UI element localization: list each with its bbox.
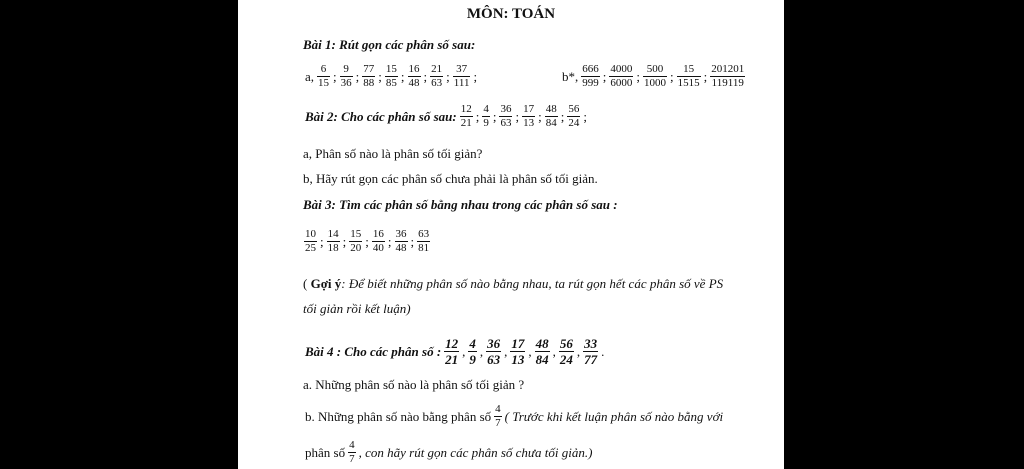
separator: ; [355,68,360,84]
denominator: 81 [418,242,430,254]
separator: ; [560,108,565,124]
numerator: 16 [372,228,384,240]
denominator: 88 [363,77,375,89]
numerator: 56 [559,336,573,351]
fraction [408,64,421,89]
numerator: 6 [317,64,330,77]
numerator: 4000 [610,63,633,75]
separator: ; [492,108,497,124]
separator: ; [475,108,480,124]
denominator: 111 [453,77,470,89]
separator: , [528,343,532,359]
denominator: 84 [535,352,549,367]
document-page [238,0,784,469]
bai4-heading: Bài 4 : Cho các phân số : [305,343,442,359]
fraction [677,64,701,89]
fraction [486,337,501,366]
fraction [340,64,353,89]
numerator: 63 [418,228,430,240]
fraction [559,337,574,366]
bai4-line [303,337,606,366]
bai4-b-fraction [493,403,503,429]
fraction [482,104,490,129]
numerator: 37 [453,64,471,77]
bai4-c-text: phân số [305,444,346,460]
numerator: 48 [535,336,549,351]
bai1-b-fractions [580,63,746,89]
separator: ; [636,68,640,84]
denominator: 18 [327,242,339,254]
hint-text1: : Để biết những phân số nào bằng nhau, ta rút gọn hết các phân số về PS [341,276,724,291]
separator: ; [365,233,369,249]
separator: ; [342,233,347,249]
separator: ; [703,68,708,84]
denominator: 21 [460,117,472,129]
fraction [510,337,525,366]
denominator: 15 [318,77,330,89]
separator: ; [387,233,392,249]
separator: , [462,343,466,359]
fraction [499,104,512,129]
numerator: 4 [495,403,501,415]
bai3-fractions [303,228,431,254]
numerator: 77 [363,63,375,75]
fraction [317,64,330,89]
denominator: 1515 [677,77,700,89]
numerator: 4 [469,336,476,351]
denominator: 7 [495,417,501,429]
numerator: 4 [483,103,489,115]
bai1-a-label: a, [305,68,315,84]
separator: ; [583,108,587,124]
fraction [453,64,471,89]
numerator: 500 [643,64,667,77]
separator: ; [378,68,382,84]
bai4-b-note: ( Trước khi kết luận phân số nào bằng với [504,408,724,424]
fraction [460,104,473,129]
fraction [643,64,667,89]
bai4-question-c [303,440,594,465]
numerator: 15 [350,228,362,240]
separator: , [552,343,556,359]
denominator: 1000 [644,77,666,89]
numerator: 15 [385,63,397,75]
bai2-question-a: a, Phân số nào là phân số tối giản? [303,146,483,161]
separator: ; [446,68,450,84]
separator: , [479,343,484,359]
denominator: 84 [545,117,557,129]
denominator: 77 [584,352,598,367]
fraction [417,229,430,254]
bai3-hint-line1 [303,276,723,292]
bai1-part-b [560,64,746,89]
bai2-fractions [459,103,589,129]
hint-label: Gợi ý [310,276,342,291]
numerator: 36 [395,228,407,240]
bai4-question-b [303,404,725,429]
denominator: 40 [372,242,384,254]
denominator: 24 [559,352,573,367]
fraction [545,104,558,129]
bai4-b-text: b. Những phân số nào bằng phân số [305,408,492,424]
denominator: 9 [483,117,489,129]
numerator: 36 [487,336,501,351]
fraction [430,64,443,89]
numerator: 4 [349,439,355,451]
numerator: 56 [568,103,580,115]
hint-open: ( [303,276,311,291]
denominator: 9 [469,352,476,367]
denominator: 7 [349,453,355,465]
numerator: 12 [445,336,459,351]
numerator: 17 [511,336,525,351]
separator: ; [515,108,520,124]
fraction [583,337,598,366]
denominator: 63 [487,352,501,367]
bai3-fractions-line [303,229,431,254]
separator: ; [473,68,478,84]
separator: ; [400,68,405,84]
fraction [362,64,375,89]
fraction [372,229,385,254]
numerator: 36 [500,103,512,115]
denominator: 999 [582,77,599,89]
denominator: 119119 [711,77,744,89]
denominator: 20 [350,242,362,254]
bai3-hint-line2: tối giản rồi kết luận) [303,301,411,316]
fraction [522,104,535,129]
fraction [494,404,502,429]
fraction [395,229,408,254]
numerator: 48 [545,103,557,115]
bai4-c-note: , con hãy rút gọn các phân số chưa tối giản.) [358,444,593,460]
denominator: 63 [431,77,443,89]
separator: , [504,343,508,359]
fraction [327,229,340,254]
denominator: 24 [568,117,580,129]
denominator: 85 [385,77,397,89]
fraction [581,64,600,89]
bai2-line [303,104,589,129]
fraction [567,104,580,129]
fraction [349,229,362,254]
separator: ; [320,233,324,249]
bai2-heading: Bài 2: Cho các phân số sau: [305,108,457,124]
fraction [535,337,550,366]
bai1-part-a [303,64,479,89]
numerator: 33 [584,336,598,351]
numerator: 21 [431,63,443,75]
denominator: 25 [305,242,316,254]
fraction [468,337,477,366]
separator: ; [670,68,674,84]
bai3-heading: Bài 3: Tìm các phân số bằng nhau trong các phân số sau : [303,197,618,212]
fraction [385,64,398,89]
bai2-question-b: b, Hãy rút gọn các phân số chưa phải là phân số tối giản. [303,171,598,186]
denominator: 13 [523,117,535,129]
separator: . [601,343,605,359]
separator: ; [423,68,428,84]
numerator: 666 [582,63,599,75]
separator: , [576,343,581,359]
fraction [609,64,633,89]
bai1-a-fractions [316,63,479,89]
fraction [710,64,745,89]
page-title: MÔN: TOÁN [466,6,556,22]
bai1-heading: Bài 1: Rút gọn các phân số sau: [303,37,476,52]
numerator: 12 [460,103,472,115]
fraction [348,440,356,465]
numerator: 17 [523,103,535,115]
numerator: 9 [340,64,353,77]
denominator: 36 [340,77,352,89]
denominator: 6000 [610,77,633,89]
denominator: 63 [500,117,512,129]
bai4-c-fraction [347,439,357,465]
bai1-b-label: b*, [562,68,579,84]
bai4-fractions [443,336,606,367]
separator: ; [333,68,337,84]
denominator: 13 [511,352,525,367]
denominator: 21 [445,352,459,367]
numerator: 15 [677,64,701,77]
fraction [444,337,459,366]
separator: ; [410,233,415,249]
numerator: 14 [327,228,339,240]
denominator: 48 [395,242,407,254]
denominator: 48 [408,77,420,89]
numerator: 201201 [711,63,745,75]
numerator: 16 [408,63,420,75]
numerator: 10 [305,228,316,240]
bai4-question-a: a. Những phân số nào là phân số tối giản ? [303,377,525,392]
separator: ; [602,68,607,84]
fraction [304,229,317,254]
separator: ; [538,108,542,124]
